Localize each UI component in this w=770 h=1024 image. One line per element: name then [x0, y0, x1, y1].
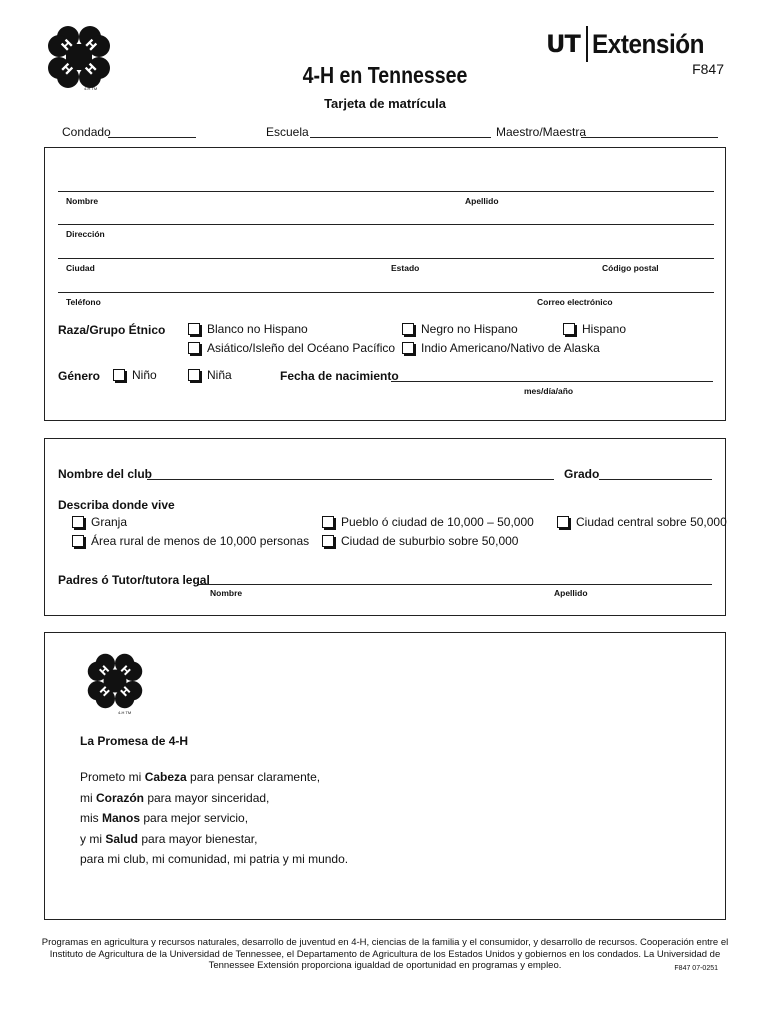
phone-email-field[interactable]	[58, 292, 714, 293]
name-field[interactable]	[58, 191, 714, 192]
svg-text:H: H	[82, 60, 100, 78]
svg-text:H: H	[117, 663, 133, 679]
zip-label: Código postal	[602, 263, 659, 273]
svg-text:H: H	[96, 684, 112, 700]
svg-text:H: H	[97, 663, 113, 679]
dob-field[interactable]	[391, 381, 713, 382]
svg-text:H: H	[118, 684, 134, 700]
checkbox[interactable]	[557, 516, 569, 528]
race-option-asian[interactable]: Asiático/Isleño del Océano Pacífico	[188, 341, 395, 355]
pledge-line: Prometo mi Cabeza para pensar claramente,	[80, 770, 321, 784]
ut-logo: UT	[546, 30, 580, 58]
grade-field[interactable]	[599, 479, 712, 480]
logo-trademark: 4-H TM	[84, 86, 98, 91]
city-state-zip-field[interactable]	[58, 258, 714, 259]
footer-disclaimer: Programas en agricultura y recursos naturales, desarrollo de juventud en 4-H, ciencias de la familia y el consumidor, y desarrollo de recursos. Cooperación entre el Instituto de Agricultura de la Universidad de Tennessee, el Departamento de Agricultura de los Estados Unidos y gobiernos en los condados. La Universidad de Tennessee Extensión proporciona igualdad de oportunidad en programas y empleo.	[41, 937, 729, 971]
brand-divider	[586, 26, 588, 62]
guardian-first-label: Nombre	[210, 588, 243, 598]
residence-option-town[interactable]: Pueblo ó ciudad de 10,000 – 50,000	[322, 515, 534, 529]
checkbox[interactable]	[563, 323, 575, 335]
race-option-white[interactable]: Blanco no Hispano	[188, 322, 308, 336]
pledge-line: mis Manos para mejor servicio,	[80, 811, 249, 825]
checkbox[interactable]	[402, 323, 414, 335]
school-label: Escuela	[266, 125, 309, 139]
guardian-field[interactable]	[197, 584, 712, 585]
teacher-label: Maestro/Maestra	[496, 125, 587, 139]
race-option-black[interactable]: Negro no Hispano	[402, 322, 518, 336]
page-title: 4-H en Tennessee	[302, 62, 468, 88]
checkbox[interactable]	[402, 342, 414, 354]
phone-label: Teléfono	[66, 297, 101, 307]
checkbox[interactable]	[322, 516, 334, 528]
pledge-line: para mi club, mi comunidad, mi patria y mi mundo.	[80, 852, 349, 866]
checkbox[interactable]	[72, 516, 84, 528]
school-field[interactable]	[310, 137, 491, 138]
svg-text:H: H	[58, 60, 76, 78]
residence-option-central-city[interactable]: Ciudad central sobre 50,000	[557, 515, 727, 529]
4h-clover-logo-pledge	[86, 652, 144, 710]
svg-text:H: H	[58, 36, 76, 54]
residence-option-suburb[interactable]: Ciudad de suburbio sobre 50,000	[322, 534, 518, 548]
teacher-field[interactable]	[581, 137, 718, 138]
residence-option-rural[interactable]: Área rural de menos de 10,000 personas	[72, 534, 309, 548]
county-field[interactable]	[108, 137, 196, 138]
pledge-line: y mi Salud para mayor bienestar,	[80, 831, 258, 846]
dob-label: Fecha de nacimiento	[280, 369, 399, 383]
page-subtitle: Tarjeta de matrícula	[324, 96, 446, 111]
club-name-field[interactable]	[147, 479, 554, 480]
checkbox[interactable]	[72, 535, 84, 547]
form-code: F847	[692, 61, 724, 77]
grade-label: Grado	[564, 467, 600, 481]
race-option-native[interactable]: Indio Americano/Nativo de Alaska	[402, 341, 600, 355]
residence-option-farm[interactable]: Granja	[72, 515, 127, 529]
pledge-line: mi Corazón para mayor sinceridad,	[80, 790, 270, 805]
county-label: Condado	[62, 125, 111, 139]
checkbox[interactable]	[188, 369, 200, 381]
race-option-hispanic[interactable]: Hispano	[563, 322, 626, 336]
address-field[interactable]	[58, 224, 714, 225]
svg-text:H: H	[82, 36, 100, 54]
guardian-label: Padres ó Tutor/tutora legal	[58, 573, 210, 587]
gender-option-boy[interactable]: Niño	[113, 368, 157, 382]
residence-label: Describa donde vive	[58, 498, 175, 512]
extension-label: Extensión	[591, 28, 704, 59]
footer-form-code: F847 07-0251	[674, 965, 718, 972]
gender-option-girl[interactable]: Niña	[188, 368, 232, 382]
checkbox[interactable]	[322, 535, 334, 547]
checkbox[interactable]	[188, 323, 200, 335]
guardian-last-label: Apellido	[554, 588, 588, 598]
address-label: Dirección	[66, 229, 105, 239]
state-label: Estado	[391, 263, 420, 273]
last-name-label: Apellido	[465, 196, 499, 206]
logo-trademark-pledge: 4-H TM	[118, 710, 132, 715]
checkbox[interactable]	[113, 369, 125, 381]
gender-label: Género	[58, 369, 101, 383]
city-label: Ciudad	[66, 263, 95, 273]
race-label: Raza/Grupo Étnico	[58, 323, 166, 337]
checkbox[interactable]	[188, 342, 200, 354]
club-name-label: Nombre del club	[58, 467, 153, 481]
ut-extension-brand	[546, 26, 716, 62]
email-label: Correo electrónico	[537, 297, 613, 307]
pledge-title: La Promesa de 4-H	[80, 734, 189, 748]
pledge-text	[80, 767, 348, 870]
dob-format: mes/día/año	[524, 386, 574, 396]
first-name-label: Nombre	[66, 196, 99, 206]
